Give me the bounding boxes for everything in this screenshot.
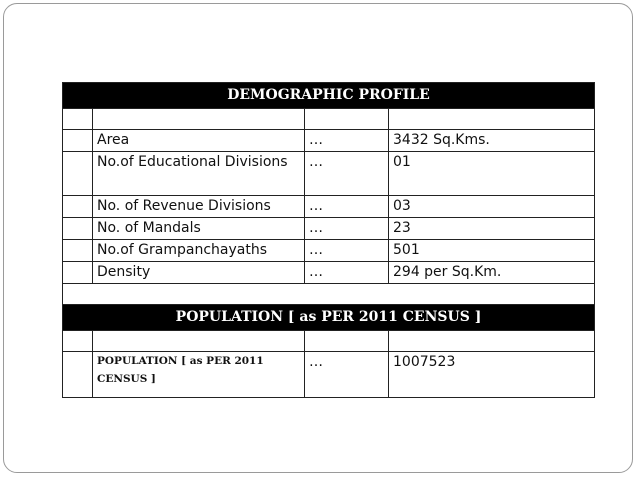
row-label: No. of Revenue Divisions <box>93 196 305 218</box>
table-row <box>63 218 595 240</box>
table-row-blank <box>63 284 595 305</box>
table-row <box>63 152 595 196</box>
row-label: No.of Grampanchayaths <box>93 240 305 262</box>
table-row-blank <box>63 331 595 352</box>
table-row <box>63 262 595 284</box>
slide-frame <box>3 3 633 473</box>
row-value: 1007523 <box>389 352 595 398</box>
row-label: Density <box>93 262 305 284</box>
table-row <box>63 352 595 398</box>
row-value: 01 <box>389 152 595 196</box>
row-value: 501 <box>389 240 595 262</box>
row-value: 294 per Sq.Km. <box>389 262 595 284</box>
table-header-row <box>63 83 595 109</box>
table-row-blank <box>63 109 595 130</box>
row-label: No.of Educational Divisions <box>93 152 305 196</box>
table-row <box>63 130 595 152</box>
row-separator: … <box>305 196 389 218</box>
row-separator: … <box>305 152 389 196</box>
row-value: 3432 Sq.Kms. <box>389 130 595 152</box>
row-separator: … <box>305 262 389 284</box>
row-separator: … <box>305 240 389 262</box>
row-label: POPULATION [ as PER 2011 CENSUS ] <box>93 352 305 398</box>
section-title-population: POPULATION [ as PER 2011 CENSUS ] <box>63 305 595 331</box>
row-separator: … <box>305 130 389 152</box>
row-value: 23 <box>389 218 595 240</box>
row-separator: … <box>305 352 389 398</box>
section-title-demographic: DEMOGRAPHIC PROFILE <box>63 83 595 109</box>
table-row <box>63 196 595 218</box>
demographic-table <box>62 82 595 398</box>
row-value: 03 <box>389 196 595 218</box>
row-label: Area <box>93 130 305 152</box>
table-row <box>63 240 595 262</box>
row-separator: … <box>305 218 389 240</box>
row-label: No. of Mandals <box>93 218 305 240</box>
table-header-row <box>63 305 595 331</box>
